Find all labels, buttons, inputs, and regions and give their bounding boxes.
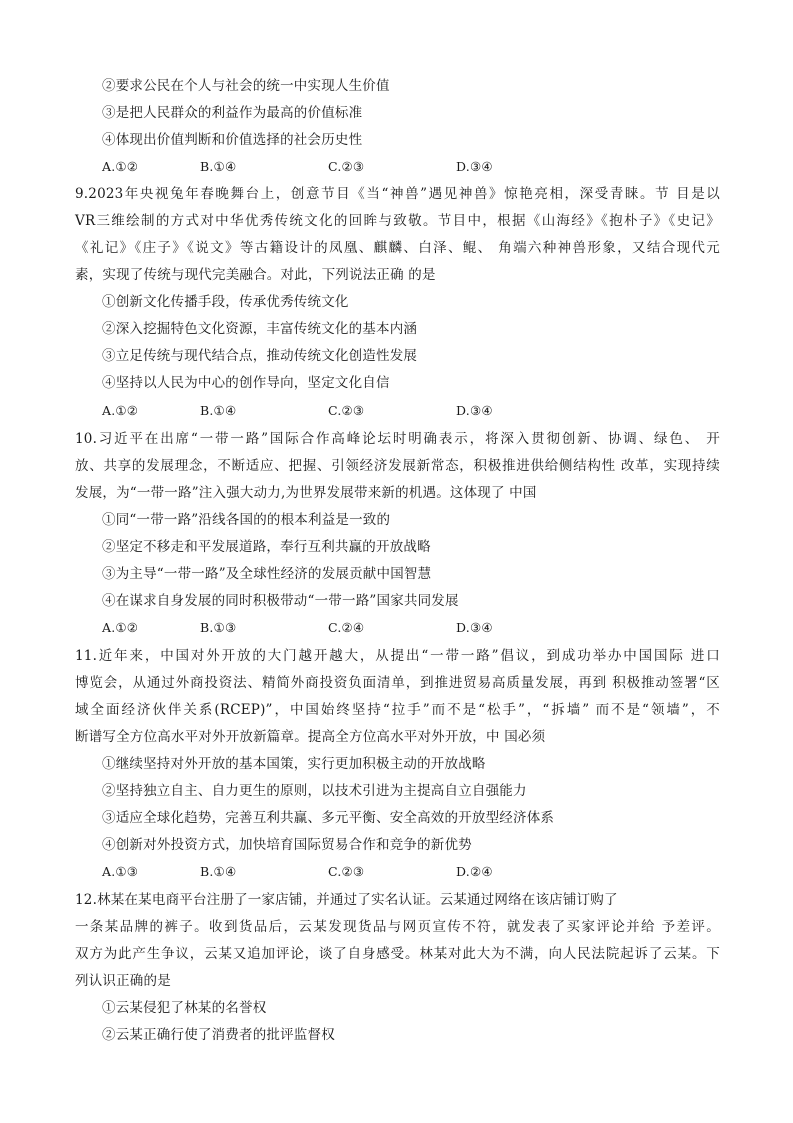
- q10-option-3: ③为主导“一带一路”及全球性经济的发展贡献中国智慧: [102, 566, 432, 582]
- q11-option-4: ④创新对外投资方式，加快培育国际贸易合作和竞争的新优势: [102, 837, 472, 853]
- q11-stem-line: 断谱写全方位高水平对外开放新篇章。提高全方位高水平对外开放，中 国必须: [75, 729, 546, 745]
- choice-a: A.①②: [102, 620, 139, 635]
- q10-option-4: ④在谋求自身发展的同时积极带动“一带一路”国家共同发展: [102, 593, 459, 609]
- q12-stem-line: 一条某品牌的裤子。收到货品后，云某发现货品与网页宣传不符，就发表了买家评论并给 予差评。: [75, 919, 720, 935]
- prev-option-3: ③是把人民群众的利益作为最高的价值标准: [102, 105, 363, 121]
- q9-stem-line: VR三维绘制的方式对中华优秀传统文化的回眸与致敬。节目中，根据《山海经》《抱朴子》《史记》: [75, 213, 720, 229]
- q11-stem-line: 博览会，从通过外商投资法、精简外商投资负面清单，到推进贸易高质量发展，再到 积极推动签署“区: [75, 675, 720, 691]
- choice-c: C.②③: [328, 403, 365, 418]
- choice-a: A.①②: [102, 159, 139, 174]
- q10-stem-line: 发展，为“一带一路”注入强大动力,为世界发展带来新的机遇。这体现了 中国: [75, 485, 537, 501]
- q12-stem-line: 双方为此产生争议，云某又追加评论，谈了自身感受。林某对此大为不满，向人民法院起诉了云某。下: [75, 946, 720, 962]
- choice-c: C.②③: [328, 864, 365, 879]
- choice-c: C.②③: [328, 159, 365, 174]
- choice-c: C.②④: [328, 620, 365, 635]
- q9-option-2: ②深入挖掘特色文化资源，丰富传统文化的基本内涵: [102, 321, 418, 337]
- choice-b: B.①④: [200, 403, 237, 418]
- q9-stem-line: 9.2023年央视兔年春晚舞台上，创意节目《当“神兽”遇见神兽》惊艳亮相，深受青睐。节 目是以: [75, 186, 720, 202]
- q9-option-1: ①创新文化传播手段，传承优秀传统文化: [102, 294, 349, 310]
- q10-stem-line: 10.习近平在出席“一带一路”国际合作高峰论坛时明确表示，将深入贯彻创新、协调、绿色、 开: [75, 431, 720, 447]
- choice-d: D.③④: [456, 159, 493, 174]
- q12-stem-line: 12.林某在某电商平台注册了一家店铺，并通过了实名认证。云某通过网络在该店铺订购了: [75, 892, 618, 908]
- q9-stem-line: 《礼记》《庄子》《说文》等古籍设计的凤凰、麒麟、白泽、鲲、 角端六种神兽形象，又结合现代元: [75, 240, 720, 256]
- choice-d: D.②④: [456, 864, 493, 879]
- q11-option-2: ②坚持独立自主、自力更生的原则，以技术引进为主提高自立自强能力: [102, 783, 527, 799]
- choice-a: A.①②: [102, 403, 139, 418]
- q9-stem-line: 素，实现了传统与现代完美融合。对此，下列说法正确 的是: [75, 267, 436, 283]
- q10-stem-line: 放、共享的发展理念，不断适应、把握、引领经济发展新常态，积极推进供给侧结构性 改革，实现持续: [75, 458, 720, 474]
- q11-option-1: ①继续坚持对外开放的基本国策，实行更加积极主动的开放战略: [102, 756, 486, 772]
- choice-a: A.①③: [102, 864, 139, 879]
- q12-option-2: ②云某正确行使了消费者的批评监督权: [102, 1027, 335, 1043]
- prev-option-4: ④体现出价值判断和价值选择的社会历史性: [102, 132, 363, 148]
- q10-option-2: ②坚定不移走和平发展道路，奉行互利共赢的开放战略: [102, 539, 431, 555]
- choice-d: D.③④: [456, 403, 493, 418]
- choice-b: B.①③: [200, 620, 237, 635]
- choice-d: D.③④: [456, 620, 493, 635]
- q9-option-3: ③立足传统与现代结合点，推动传统文化创造性发展: [102, 348, 418, 364]
- q11-stem-line: 域全面经济伙伴关系(RCEP)”，中国始终坚持“拉手”而不是“松手”，“拆墙” 而不是“领墙”，不: [75, 702, 720, 718]
- prev-option-2: ②要求公民在个人与社会的统一中实现人生价值: [102, 78, 390, 94]
- q10-option-1: ①同“一带一路”沿线各国的的根本利益是一致的: [102, 512, 391, 528]
- q11-option-3: ③适应全球化趋势，完善互利共赢、多元平衡、安全高效的开放型经济体系: [102, 810, 555, 826]
- choice-b: B.①④: [200, 864, 237, 879]
- q9-option-4: ④坚持以人民为中心的创作导向，坚定文化自信: [102, 375, 390, 391]
- choice-b: B.①④: [200, 159, 237, 174]
- q12-option-1: ①云某侵犯了林某的名誉权: [102, 1000, 267, 1016]
- q12-stem-line: 列认识正确的是: [75, 973, 171, 989]
- q11-stem-line: 11.近年来，中国对外开放的大门越开越大，从提出“一带一路”倡议，到成功举办中国国际 进口: [75, 648, 720, 664]
